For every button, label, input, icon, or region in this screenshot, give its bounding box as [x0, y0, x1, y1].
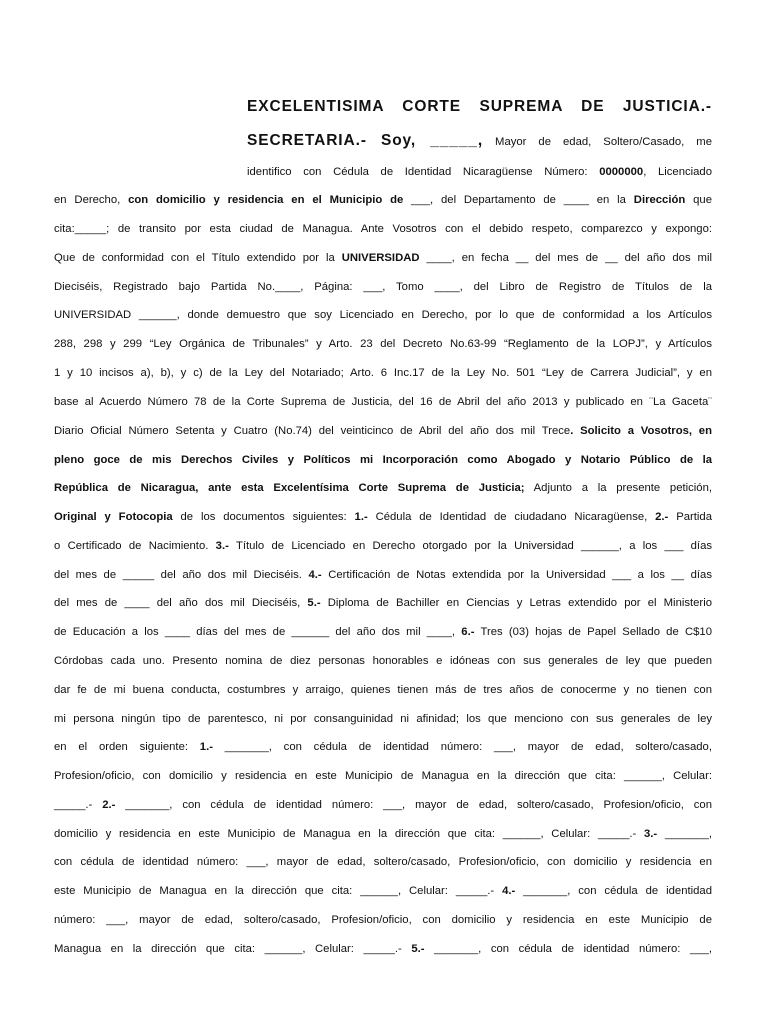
- body-line: cita:_____; de transito por esta ciudad de Managua. Ante Vosotros con el debido respeto, comparezco y expongo:: [54, 223, 712, 235]
- heading-line-2: [247, 133, 712, 150]
- body-line: 1 y 10 incisos a), b), y c) de la Ley del Notariado; Arto. 6 Inc.17 de la Ley No. 501 “Ley de Carrera Judicial”, y en: [54, 367, 712, 379]
- body-line: Córdobas cada uno. Presento nomina de diez personas honorables e idóneas con sus generales de ley que pueden: [54, 655, 712, 667]
- body-line: en Derecho, con domicilio y residencia en el Municipio de ___, del Departamento de ____ en la Dirección que: [54, 194, 712, 206]
- id-number: 0000000: [599, 166, 644, 178]
- body-line: pleno goce de mis Derechos Civiles y Políticos mi Incorporación como Abogado y Notario Público de la: [54, 454, 712, 466]
- body-line: Diario Oficial Número Setenta y Cuatro (No.74) del veinticinco de Abril del año dos mil Trece. Solicito a Vosotros, en: [54, 425, 712, 437]
- body-line: Dieciséis, Registrado bajo Partida No.____, Página: ___, Tomo ____, del Libro de Registro de Títulos de la: [54, 281, 712, 293]
- body-line: República de Nicaragua, ante esta Excelentísima Corte Suprema de Justicia; Adjunto a la presente petición,: [54, 482, 712, 494]
- body-line: Original y Fotocopia de los documentos siguientes: 1.- Cédula de Identidad de ciudadano Nicaragüense, 2.- Partida: [54, 511, 712, 523]
- body-line: Managua en la dirección que cita: ______, Celular: _____.- 5.- _______, con cédula de identidad número: ___,: [54, 943, 712, 955]
- body-line: 288, 298 y 299 “Ley Orgánica de Tribunales” y Arto. 23 del Decreto No.63-99 “Reglamento de la LOPJ”, y Artículos: [54, 338, 712, 350]
- body-line: UNIVERSIDAD ______, donde demuestro que soy Licenciado en Derecho, por lo que de conformidad a los Artículos: [54, 309, 712, 321]
- secretaria-label: SECRETARIA.- Soy, _____,: [247, 132, 484, 149]
- body-line: domicilio y residencia en este Municipio de Managua en la dirección que cita: ______, Celular: _____.- 3.- _______,: [54, 828, 713, 840]
- body-line: del mes de ____ del año dos mil Dieciséis, 5.- Diploma de Bachiller en Ciencias y Letras extendido por el Ministerio: [54, 597, 712, 609]
- intro-text: Mayor de edad, Soltero/Casado, me: [483, 136, 713, 148]
- body-line: identifico con Cédula de Identidad Nicaragüense Número: 0000000, Licenciado: [247, 166, 712, 178]
- body-line: de Educación a los ____ días del mes de ______ del año dos mil ____, 6.- Tres (03) hojas de Papel Sellado de C$10: [54, 626, 712, 638]
- body-line: del mes de _____ del año dos mil Dieciséis. 4.- Certificación de Notas extendida por la Universidad ___ a los __ días: [54, 569, 712, 581]
- body-line: en el orden siguiente: 1.- _______, con cédula de identidad número: ___, mayor de edad, soltero/casado,: [54, 741, 712, 753]
- document-heading: EXCELENTISIMA CORTE SUPREMA DE JUSTICIA.-: [247, 98, 712, 115]
- body-line: Profesion/oficio, con domicilio y residencia en este Municipio de Managua en la dirección que cita: ______, Celular:: [54, 770, 712, 782]
- body-line: _____.- 2.- _______, con cédula de identidad número: ___, mayor de edad, soltero/casado, Profesion/oficio, con: [54, 799, 712, 811]
- body-line: mi persona ningún tipo de parentesco, ni por consanguinidad ni afinidad; los que menciono con sus generales de ley: [54, 713, 712, 725]
- body-line: número: ___, mayor de edad, soltero/casado, Profesion/oficio, con domicilio y residencia en este Municipio de: [54, 914, 712, 926]
- body-line: base al Acuerdo Número 78 de la Corte Suprema de Justicia, del 16 de Abril del año 2013 y publicado en ¨La Gaceta¨: [54, 396, 712, 408]
- body-line: dar fe de mi buena conducta, costumbres y arraigo, quienes tienen más de tres años de conocerme y no tienen con: [54, 684, 712, 696]
- body-line: o Certificado de Nacimiento. 3.- Título de Licenciado en Derecho otorgado por la Universidad ______, a los ___ días: [54, 540, 712, 552]
- body-line: Que de conformidad con el Título extendido por la UNIVERSIDAD ____, en fecha __ del mes de __ del año dos mil: [54, 252, 712, 264]
- body-line: con cédula de identidad número: ___, mayor de edad, soltero/casado, Profesion/oficio, con domicilio y residencia en: [54, 856, 712, 868]
- body-line: este Municipio de Managua en la dirección que cita: ______, Celular: _____.- 4.- _______, con cédula de identidad: [54, 885, 712, 897]
